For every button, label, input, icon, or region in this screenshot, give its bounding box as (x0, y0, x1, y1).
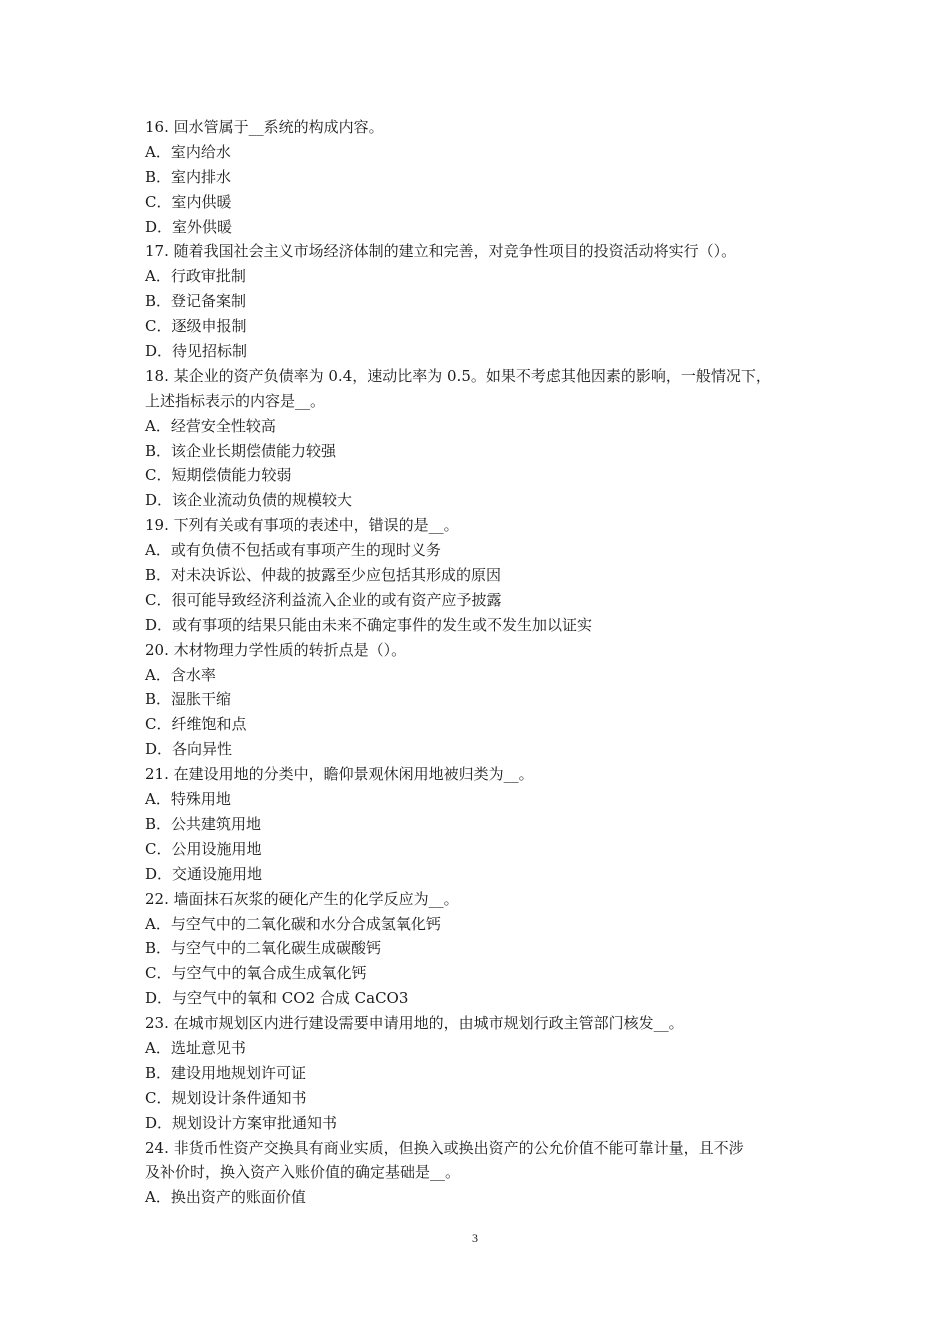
question-20-option-d: D．各向异性 (145, 740, 233, 759)
question-18-option-c: C．短期偿债能力较弱 (145, 466, 292, 485)
question-22-option-b: B．与空气中的二氧化碳生成碳酸钙 (145, 939, 382, 958)
question-24-stem: 24. 非货币性资产交换具有商业实质，但换入或换出资产的公允价值不能可靠计量，且不涉 (145, 1138, 744, 1157)
question-19-stem: 19. 下列有关或有事项的表述中，错误的是__。 (145, 516, 459, 535)
question-17-option-b: B．登记备案制 (145, 292, 247, 311)
question-16-option-c: C．室内供暖 (145, 192, 232, 211)
document-body (145, 115, 815, 1210)
question-21-stem: 21. 在建设用地的分类中，瞻仰景观休闲用地被归类为__。 (145, 765, 534, 784)
question-19-option-c: C．很可能导致经济利益流入企业的或有资产应予披露 (145, 590, 502, 609)
question-16-option-d: D．室外供暖 (145, 217, 233, 236)
question-22-option-c: C．与空气中的氧合成生成氧化钙 (145, 964, 367, 983)
question-23-option-b: B．建设用地规划许可证 (145, 1063, 307, 1082)
question-21-option-d: D．交通设施用地 (145, 864, 263, 883)
question-22-option-d: D．与空气中的氧和 CO2 合成 CaCO3 (145, 989, 409, 1008)
page-number: 3 (472, 1231, 478, 1245)
question-24-option-a: A．换出资产的账面价值 (145, 1188, 306, 1207)
question-19-option-d: D．或有事项的结果只能由未来不确定事件的发生或不发生加以证实 (145, 615, 593, 634)
question-19-option-a: A．或有负债不包括或有事项产生的现时义务 (145, 541, 441, 560)
question-16-stem: 16. 回水管属于__系统的构成内容。 (145, 118, 384, 136)
question-18-option-b: B．该企业长期偿债能力较强 (145, 441, 337, 460)
question-16-option-a: A．室内给水 (145, 142, 231, 161)
question-22-stem: 22. 墙面抹石灰浆的硬化产生的化学反应为__。 (145, 889, 459, 908)
question-20-option-b: B．湿胀干缩 (145, 690, 232, 709)
question-21-option-a: A．特殊用地 (145, 790, 231, 809)
question-24-stem-continued: 及补价时，换入资产入账价值的确定基础是__。 (145, 1163, 461, 1182)
question-23-option-c: C．规划设计条件通知书 (145, 1088, 307, 1107)
question-18-stem-continued: 上述指标表示的内容是__。 (145, 391, 326, 410)
question-18-stem: 18. 某企业的资产负债率为 0.4，速动比率为 0.5。如果不考虑其他因素的影响，一般情况下， (145, 366, 771, 385)
question-17-option-c: C．逐级申报制 (145, 317, 247, 336)
question-21-option-b: B．公共建筑用地 (145, 814, 262, 833)
question-22-option-a: A．与空气中的二氧化碳和水分合成氢氧化钙 (145, 914, 441, 933)
question-18-option-d: D．该企业流动负债的规模较大 (145, 491, 353, 510)
question-23-stem: 23. 在城市规划区内进行建设需要申请用地的，由城市规划行政主管部门核发__。 (145, 1014, 684, 1033)
question-23-option-a: A．选址意见书 (145, 1038, 246, 1057)
question-17-option-d: D．待见招标制 (145, 342, 248, 361)
question-20-stem: 20. 木材物理力学性质的转折点是（）。 (145, 640, 407, 659)
question-16-option-b: B．室内排水 (145, 167, 232, 186)
question-20-option-c: C．纤维饱和点 (145, 715, 247, 734)
question-21-option-c: C．公用设施用地 (145, 839, 262, 858)
question-23-option-d: D．规划设计方案审批通知书 (145, 1113, 338, 1132)
question-17-stem: 17. 随着我国社会主义市场经济体制的建立和完善，对竞争性项目的投资活动将实行（）。 (145, 242, 737, 261)
question-17-option-a: A．行政审批制 (145, 267, 246, 286)
question-19-option-b: B．对未决诉讼、仲裁的披露至少应包括其形成的原因 (145, 566, 502, 585)
question-18-option-a: A．经营安全性较高 (145, 416, 276, 435)
question-20-option-a: A．含水率 (145, 665, 216, 684)
